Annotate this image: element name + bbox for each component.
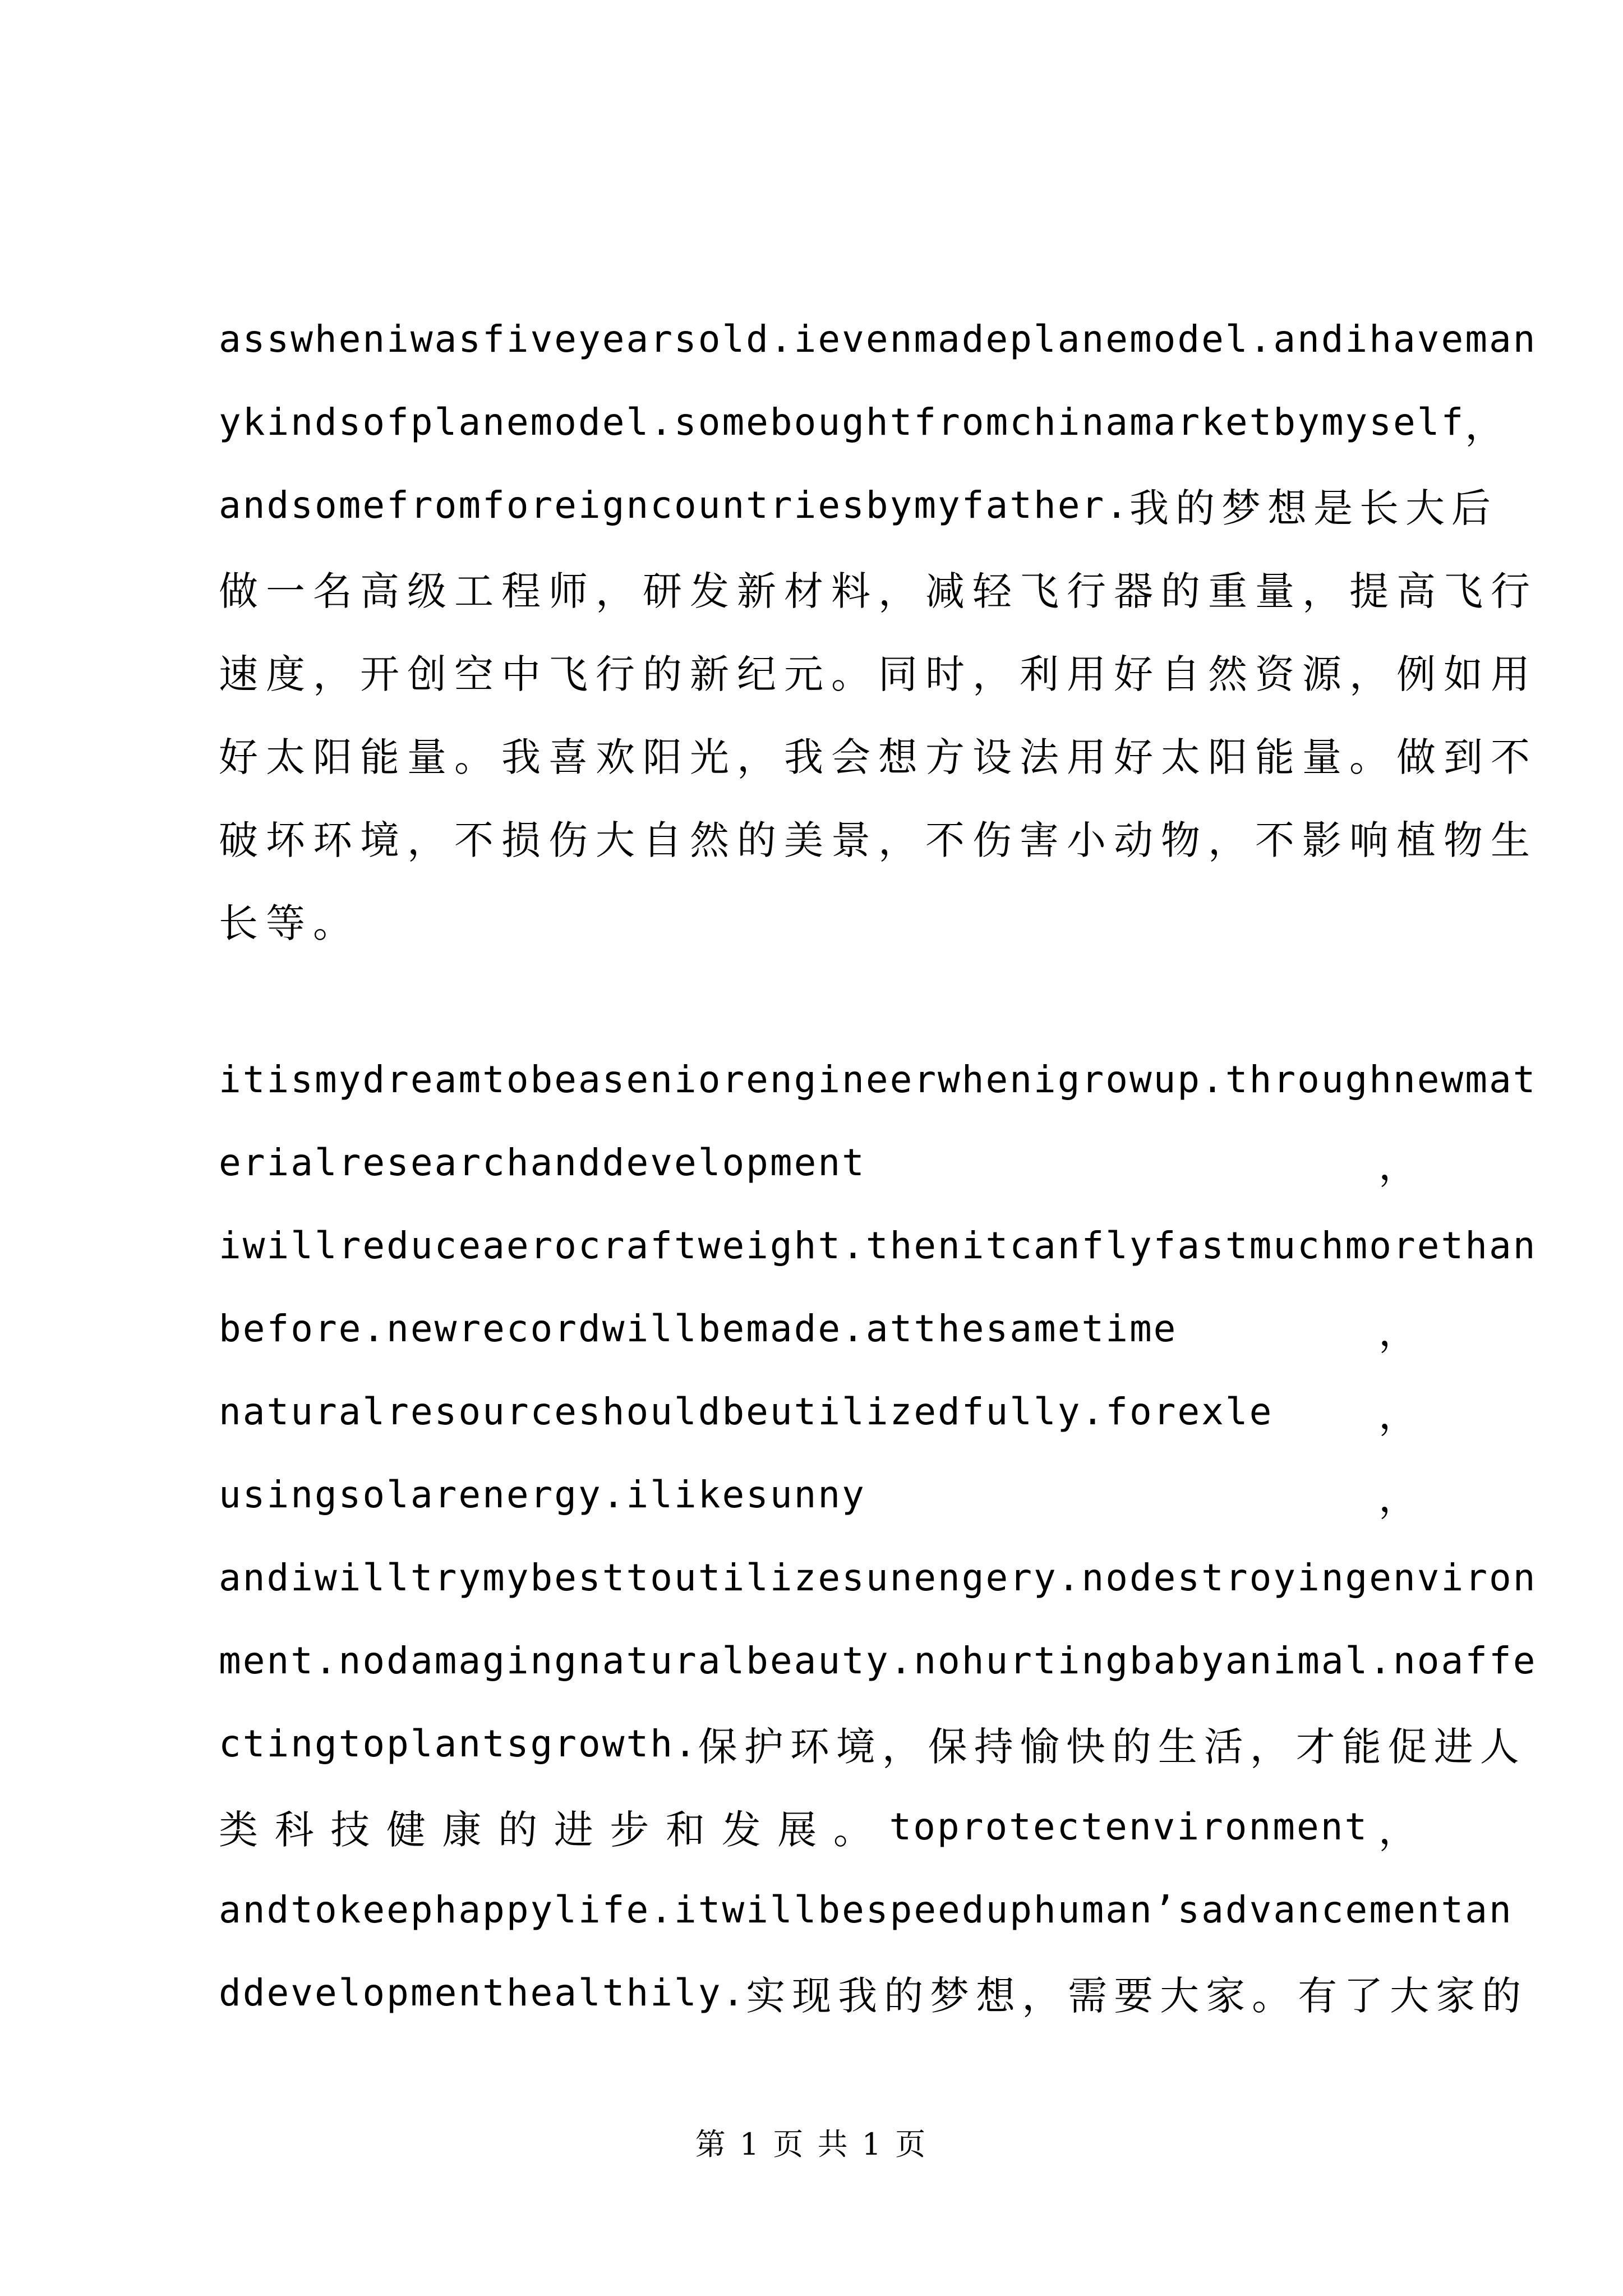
text-line (219, 1287, 1424, 1370)
text-line (219, 1785, 1424, 1868)
text-line: iwillreduceaerocraftweight.thenitcanflyfastmuchmorethan (219, 1223, 1537, 1267)
text-segment: andsomefromforeigncountriesbymyfather. (219, 483, 1129, 527)
punctuation: ， (1378, 1806, 1424, 1853)
char: 发 (721, 1806, 768, 1853)
char: 和 (666, 1806, 712, 1853)
text-segment: 我的梦想是长大后 (1129, 485, 1497, 531)
text-line (219, 1951, 1528, 2034)
text-line: andtokeephappylife.itwillbespeeduphuman’sadvancementan (219, 1888, 1513, 1931)
text-segment: usingsolarenergy.ilikesunny (219, 1473, 866, 1516)
text-segment: 保护环境，保持愉快的生活，才能促进人 (698, 1723, 1526, 1770)
char: 技 (330, 1806, 377, 1853)
text-segment: before.newrecordwillbemade.atthesametime (219, 1306, 1178, 1350)
text-line (219, 1702, 1526, 1785)
char: 进 (554, 1806, 600, 1853)
char: 步 (610, 1806, 656, 1853)
char: 的 (498, 1806, 545, 1853)
page-footer: 第 1 页 共 1 页 (695, 2127, 928, 2162)
char: 类 (219, 1806, 265, 1853)
punctuation: ， (1465, 402, 1511, 448)
text-line (219, 1453, 1424, 1536)
punctuation: ， (1378, 1474, 1424, 1521)
text-segment: erialresearchanddevelopment (219, 1140, 866, 1184)
paragraph-1 (219, 297, 1538, 961)
paragraph-2 (219, 1038, 1537, 2034)
text-line: andiwilltrymybesttoutilizesunengery.nodestroyingenviron (219, 1556, 1537, 1599)
char: 康 (442, 1806, 488, 1853)
punctuation: ， (1378, 1142, 1424, 1189)
text-line: 好太阳能量。我喜欢阳光，我会想方设法用好太阳能量。做到不 (219, 734, 1538, 780)
text-line: asswheniwasfiveyearsold.ievenmadeplanemodel.andihaveman (219, 317, 1537, 361)
char: 科 (274, 1806, 321, 1853)
text-line (219, 1121, 1424, 1204)
text-segment: ykindsofplanemodel.someboughtfromchinamarketbymyself (219, 400, 1465, 444)
text-segment: ddevelopmenthealthily. (219, 1971, 746, 2014)
text-segment: naturalresourceshouldbeutilizedfully.forexle (219, 1389, 1274, 1433)
punctuation: ， (1378, 1308, 1424, 1355)
char: 健 (386, 1806, 432, 1853)
text-line: 破坏环境，不损伤大自然的美景，不伤害小动物，不影响植物生 (219, 817, 1538, 863)
text-line: ment.nodamagingnaturalbeauty.nohurtingbabyanimal.noaffe (219, 1639, 1537, 1682)
text-segment: 实现我的梦想，需要大家。有了大家的 (746, 1972, 1528, 2019)
text-line (219, 463, 1497, 546)
text-segment: toprotectenvironment (889, 1805, 1369, 1848)
text-line (219, 380, 1511, 463)
char: 展 (777, 1806, 824, 1853)
text-line: 速度，开创空中飞行的新纪元。同时，利用好自然资源，例如用 (219, 651, 1538, 697)
text-line (219, 1370, 1424, 1453)
text-segment: ctingtoplantsgrowth. (219, 1722, 698, 1765)
punctuation: ， (1378, 1391, 1424, 1438)
text-line: 做一名高级工程师，研发新材料，减轻飞行器的重量，提高飞行 (219, 568, 1538, 614)
text-line: itismydreamtobeaseniorengineerwhenigrowup.throughnewmat (219, 1057, 1537, 1101)
char: 。 (833, 1806, 879, 1853)
text-line: 长等。 (219, 900, 360, 946)
